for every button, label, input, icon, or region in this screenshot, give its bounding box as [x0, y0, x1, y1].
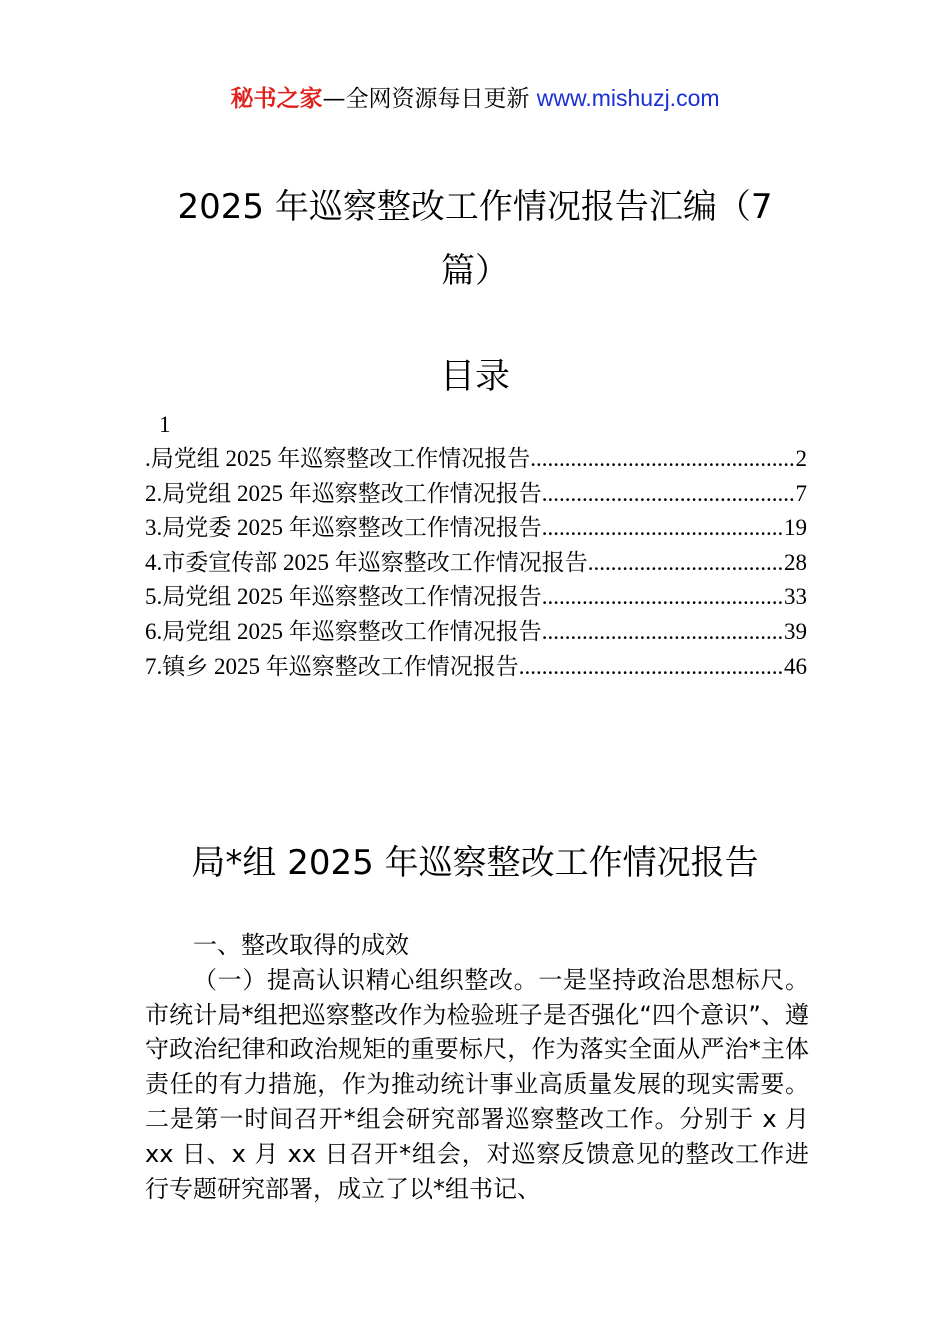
toc-entry-label: 5.局党组 2025 年巡察整改工作情况报告: [145, 584, 542, 610]
toc-heading: 目录: [439, 357, 510, 397]
toc-orphan-number: 1: [159, 412, 171, 437]
toc-leader-dots: [542, 511, 784, 546]
section-subheading: 一、整改取得的成效: [193, 931, 409, 959]
toc-entry-label: 4.市委宣传部 2025 年巡察整改工作情况报告: [145, 549, 588, 575]
toc-entry[interactable]: [145, 580, 807, 615]
toc-entry-page: 2: [795, 446, 807, 471]
toc-entry-label: 6.局党组 2025 年巡察整改工作情况报告: [145, 618, 542, 644]
toc-leader-dots: [519, 650, 784, 685]
document-title: [150, 175, 800, 303]
body-text: [145, 928, 809, 1206]
brand-name: 秘书之家: [230, 86, 323, 112]
toc-entry-label: 3.局党委 2025 年巡察整改工作情况报告: [145, 515, 542, 541]
document-title-line1: 2025 年巡察整改工作情况报告汇编（7: [177, 187, 773, 227]
header-tagline: —全网资源每日更新: [322, 86, 537, 112]
toc-entry[interactable]: [145, 650, 807, 685]
toc-entry-label: 2.局党组 2025 年巡察整改工作情况报告: [145, 480, 542, 506]
site-header: [0, 80, 950, 113]
toc-entry-page: 46: [784, 653, 807, 679]
toc-leader-dots: [542, 580, 784, 615]
document-title-line2: 篇）: [441, 251, 509, 291]
toc-entry[interactable]: [145, 477, 807, 512]
toc-entry-page: 7: [795, 480, 807, 506]
toc-entry[interactable]: [145, 442, 807, 477]
toc-entry[interactable]: [145, 511, 807, 546]
toc-entry-label: 7.镇乡 2025 年巡察整改工作情况报告: [145, 653, 519, 679]
toc-entry-page: 28: [784, 549, 807, 575]
body-paragraph: （一）提高认识精心组织整改。一是坚持政治思想标尺。市统计局*组把巡察整改作为检验班子是否强化“四个意识”、遵守政治纪律和政治规矩的重要标尺，作为落实全面从严治*主体责任的有力措施，作为推动统计事业高质量发展的现实需要。二是第一时间召开*组会研究部署巡察整改工作。分别于 x 月 xx 日、x 月 xx 日召开*组会，对巡察反馈意见的整改工作进行专题研究部署，成立了以*组书记、: [145, 965, 809, 1203]
section-title: 局*组 2025 年巡察整改工作情况报告: [191, 843, 759, 883]
toc-entry-page: 33: [784, 584, 807, 610]
toc-leader-dots: [588, 546, 784, 581]
toc-leader-dots: [542, 615, 784, 650]
table-of-contents: [145, 408, 807, 684]
toc-leader-dots: [530, 442, 795, 477]
toc-entry-label: .局党组 2025 年巡察整改工作情况报告: [145, 446, 531, 471]
toc-entry-page: 19: [784, 515, 807, 541]
site-url-link[interactable]: www.mishuzj.com: [536, 85, 720, 111]
toc-entry[interactable]: [145, 615, 807, 650]
toc-entry[interactable]: [145, 546, 807, 581]
toc-entry-page: 39: [784, 618, 807, 644]
toc-leader-dots: [542, 477, 796, 512]
